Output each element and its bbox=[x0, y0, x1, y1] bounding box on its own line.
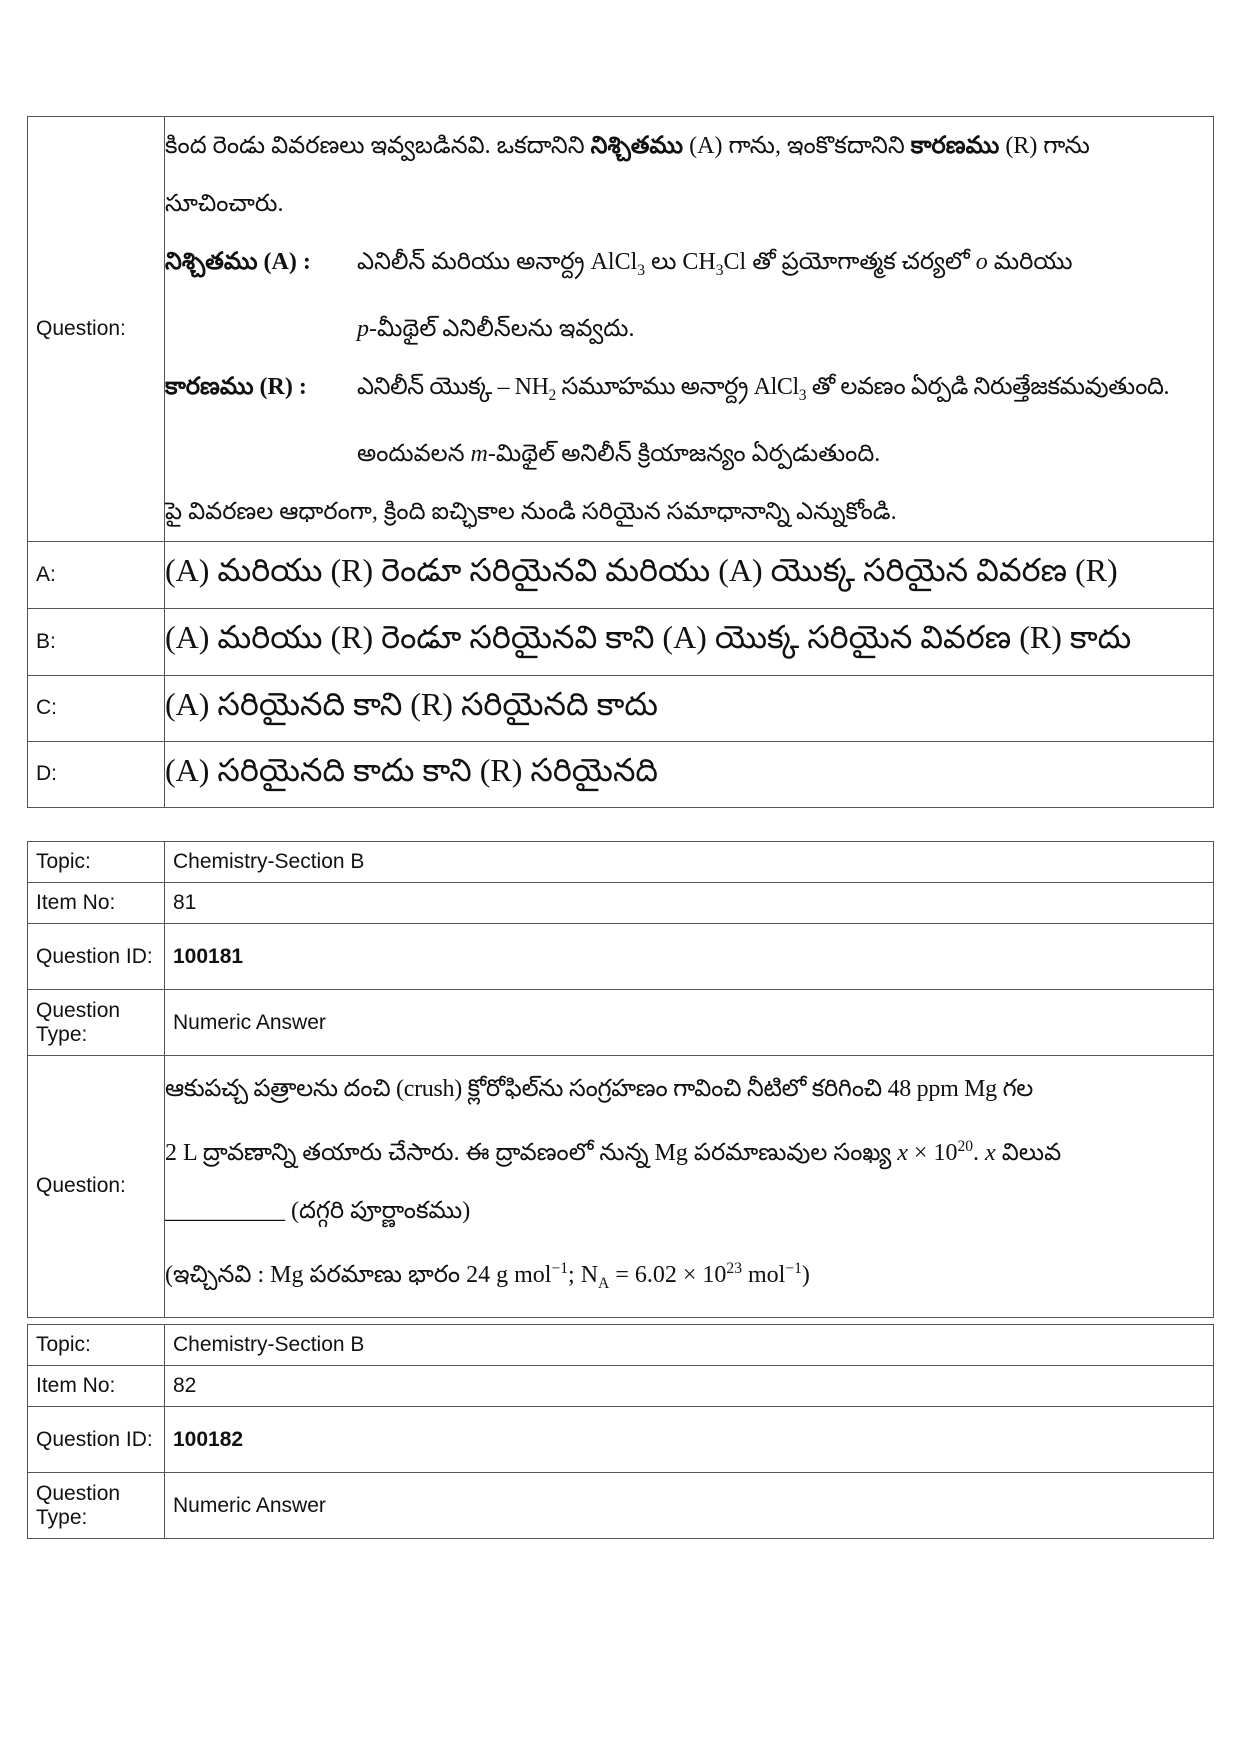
question-type-value: Numeric Answer bbox=[165, 990, 1214, 1056]
topic-value: Chemistry-Section B bbox=[165, 1325, 1214, 1366]
q81-answer-blank: __________ (దగ్గరి పూర్ణాంకము) bbox=[165, 1198, 471, 1224]
topic-label: Topic: bbox=[28, 842, 165, 883]
intro-line-2: సూచించారు. bbox=[165, 191, 284, 217]
question-id-value: 100182 bbox=[165, 1407, 1214, 1473]
question-81-body bbox=[165, 1056, 1214, 1318]
option-label-c: C: bbox=[28, 675, 165, 741]
intro-line-1: కింద రెండు వివరణలు ఇవ్వబడినవి. ఒకదానిని నిశ్చితము (A) గాను, ఇంకొకదానిని కారణము (R) గాను bbox=[165, 133, 1090, 159]
item-no-value: 82 bbox=[165, 1366, 1214, 1407]
question-id-value: 100181 bbox=[165, 924, 1214, 990]
item-no-value: 81 bbox=[165, 883, 1214, 924]
assertion-line-2: p-మీథైల్ ఎనిలీన్‌లను ఇవ్వదు. bbox=[357, 315, 635, 342]
option-a[interactable]: (A) మరియు (R) రెండూ సరియైనవి మరియు (A) యొక్క సరియైన వివరణ (R) bbox=[165, 541, 1214, 608]
topic-label: Topic: bbox=[28, 1325, 165, 1366]
q81-line-2: 2 L ద్రావణాన్ని తయారు చేసారు. ఈ ద్రావణంలో నున్న Mg పరమాణువుల సంఖ్య $x \times 10^{20}$. x విలువ bbox=[165, 1138, 1062, 1166]
question-type-label: Question Type: bbox=[28, 990, 165, 1056]
reason-line-2: అందువలన m-మిథైల్ అనిలీన్ క్రియాజన్యం ఏర్పడుతుంది. bbox=[357, 440, 881, 467]
item-no-label: Item No: bbox=[28, 1366, 165, 1407]
question-81-table bbox=[27, 841, 1214, 1318]
option-label-b: B: bbox=[28, 608, 165, 675]
option-label-d: D: bbox=[28, 741, 165, 807]
question-80-table bbox=[27, 116, 1214, 808]
question-80-body bbox=[165, 117, 1214, 542]
question-id-label: Question ID: bbox=[28, 924, 165, 990]
option-label-a: A: bbox=[28, 541, 165, 608]
question-82-table bbox=[27, 1324, 1214, 1539]
topic-value: Chemistry-Section B bbox=[165, 842, 1214, 883]
reason-line-1: ఎనిలీన్ యొక్క – $NH_2$ సమూహము అనార్ద్ర AlCl$_3$ తో లవణం ఏర్పడి నిరుత్తేజకమవుతుంది. bbox=[357, 373, 1170, 404]
reason-block bbox=[165, 358, 1213, 483]
question-label: Question: bbox=[28, 117, 165, 542]
question-id-label: Question ID: bbox=[28, 1407, 165, 1473]
question-type-label: Question Type: bbox=[28, 1473, 165, 1539]
item-no-label: Item No: bbox=[28, 883, 165, 924]
q81-line-1: ఆకుపచ్చ పత్రాలను దంచి (crush) క్లోరోఫిల్‌ను సంగ్రహణం గావించి నీటిలో కరిగించి 48 ppm Mg గల bbox=[165, 1076, 1033, 1102]
reason-term: కారణము (R) : bbox=[165, 373, 307, 400]
question-label: Question: bbox=[28, 1056, 165, 1318]
q81-given-data: (ఇచ్చినవి : Mg పరమాణు భారం 24 g mol$^{-1}$; $N_A = 6.02 \times 10^{23}$ mol$^{-1}$) bbox=[165, 1260, 810, 1292]
assertion-term: నిశ్చితము (A) : bbox=[165, 249, 311, 275]
option-b[interactable]: (A) మరియు (R) రెండూ సరియైనవి కాని (A) యొక్క సరియైన వివరణ (R) కాదు bbox=[165, 608, 1214, 675]
assertion-block bbox=[165, 233, 1213, 358]
assertion-line-1: ఎనిలీన్ మరియు అనార్ద్ర AlCl$_3$ లు $CH_3Cl$ తో ప్రయోగాత్మక చర్యలో o మరియు bbox=[357, 249, 1073, 279]
question-type-value: Numeric Answer bbox=[165, 1473, 1214, 1539]
closing-instruction: పై వివరణల ఆధారంగా, క్రింది ఐచ్ఛికాల నుండి సరియైన సమాధానాన్ని ఎన్నుకోండి. bbox=[165, 498, 897, 525]
option-d[interactable]: (A) సరియైనది కాదు కాని (R) సరియైనది bbox=[165, 741, 1214, 807]
option-c[interactable]: (A) సరియైనది కాని (R) సరియైనది కాదు bbox=[165, 675, 1214, 741]
